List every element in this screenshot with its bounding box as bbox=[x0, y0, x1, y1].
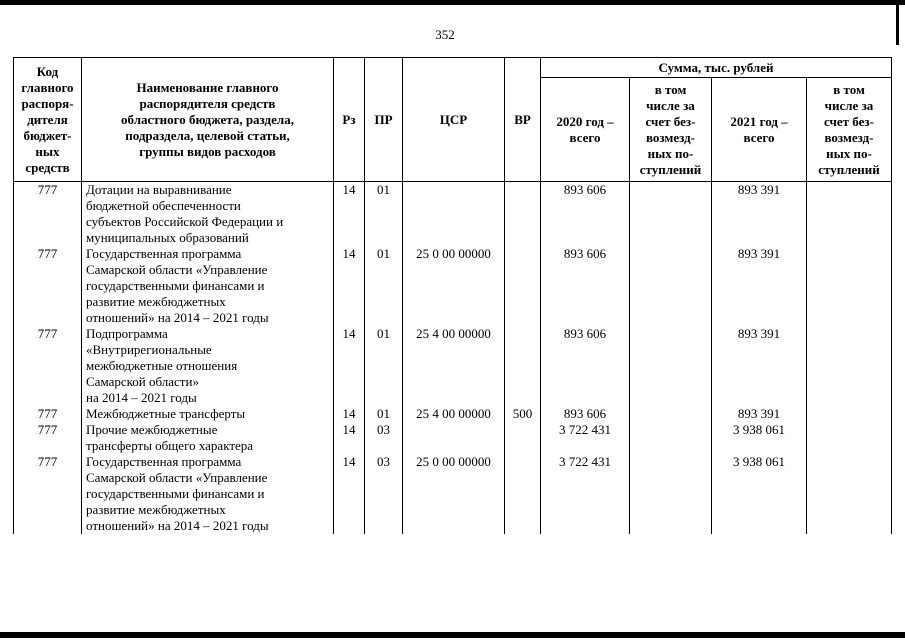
cell-2020-total: 3 722 431 bbox=[541, 454, 630, 534]
cell-name: Межбюджетные трансферты bbox=[82, 406, 334, 422]
header-rz: Рз bbox=[334, 58, 365, 182]
cell-code: 777 bbox=[14, 246, 82, 326]
cell-2020-total: 893 606 bbox=[541, 246, 630, 326]
cell-name: Прочие межбюджетные трансферты общего характера bbox=[82, 422, 334, 454]
cell-pr: 03 bbox=[365, 454, 403, 534]
top-rule bbox=[0, 0, 905, 5]
cell-2020-gratuitous bbox=[630, 326, 712, 406]
cell-pr: 01 bbox=[365, 182, 403, 247]
cell-pr: 01 bbox=[365, 406, 403, 422]
cell-name: Государственная программа Самарской области «Управление государственными финансами и развитие межбюджетных отношений» на 2014 – 2021 годы bbox=[82, 246, 334, 326]
cell-2020-total: 893 606 bbox=[541, 406, 630, 422]
cell-pr: 01 bbox=[365, 246, 403, 326]
cell-2021-gratuitous bbox=[807, 246, 892, 326]
cell-vr bbox=[505, 182, 541, 247]
header-csr: ЦСР bbox=[403, 58, 505, 182]
table-row bbox=[14, 454, 892, 534]
header-pr: ПР bbox=[365, 58, 403, 182]
cell-2021-total: 3 938 061 bbox=[712, 422, 807, 454]
cell-vr bbox=[505, 326, 541, 406]
cell-csr: 25 4 00 00000 bbox=[403, 326, 505, 406]
cell-2021-total: 893 391 bbox=[712, 182, 807, 247]
cell-rz: 14 bbox=[334, 326, 365, 406]
budget-table bbox=[13, 57, 892, 534]
cell-2021-gratuitous bbox=[807, 406, 892, 422]
cell-2021-total: 3 938 061 bbox=[712, 454, 807, 534]
table-header bbox=[14, 58, 892, 182]
cell-2021-gratuitous bbox=[807, 454, 892, 534]
header-2020-gratuitous: в том числе за счет без- возмезд- ных по- ступлений bbox=[630, 78, 712, 182]
table-row bbox=[14, 406, 892, 422]
cell-code: 777 bbox=[14, 182, 82, 247]
cell-2020-gratuitous bbox=[630, 246, 712, 326]
cell-csr: 25 4 00 00000 bbox=[403, 406, 505, 422]
cell-pr: 03 bbox=[365, 422, 403, 454]
cell-2021-total: 893 391 bbox=[712, 246, 807, 326]
cell-code: 777 bbox=[14, 422, 82, 454]
header-2021-gratuitous: в том числе за счет без- возмезд- ных по- ступлений bbox=[807, 78, 892, 182]
cell-2020-total: 3 722 431 bbox=[541, 422, 630, 454]
header-2020-total: 2020 год – всего bbox=[541, 78, 630, 182]
table-row bbox=[14, 246, 892, 326]
cell-name: Государственная программа Самарской области «Управление государственными финансами и развитие межбюджетных отношений» на 2014 – 2021 годы bbox=[82, 454, 334, 534]
cell-rz: 14 bbox=[334, 406, 365, 422]
cell-rz: 14 bbox=[334, 246, 365, 326]
cell-2021-gratuitous bbox=[807, 422, 892, 454]
table-row bbox=[14, 422, 892, 454]
cell-2020-gratuitous bbox=[630, 182, 712, 247]
cell-2021-gratuitous bbox=[807, 182, 892, 247]
cell-vr bbox=[505, 422, 541, 454]
right-edge-rule bbox=[896, 0, 899, 45]
cell-code: 777 bbox=[14, 406, 82, 422]
header-code: Код главного распоря- дителя бюджет- ных средств bbox=[14, 58, 82, 182]
cell-vr bbox=[505, 246, 541, 326]
cell-2020-total: 893 606 bbox=[541, 326, 630, 406]
bottom-rule bbox=[0, 632, 905, 638]
header-2021-total: 2021 год – всего bbox=[712, 78, 807, 182]
cell-name: Подпрограмма «Внутрирегиональные межбюджетные отношения Самарской области» на 2014 – 2021 годы bbox=[82, 326, 334, 406]
cell-csr bbox=[403, 182, 505, 247]
cell-csr: 25 0 00 00000 bbox=[403, 246, 505, 326]
cell-vr: 500 bbox=[505, 406, 541, 422]
cell-csr: 25 0 00 00000 bbox=[403, 454, 505, 534]
cell-name: Дотации на выравнивание бюджетной обеспеченности субъектов Российской Федерации и муниципальных образований bbox=[82, 182, 334, 247]
table-row bbox=[14, 182, 892, 247]
page-number: 352 bbox=[435, 27, 455, 42]
cell-2020-gratuitous bbox=[630, 422, 712, 454]
table-body bbox=[14, 182, 892, 535]
cell-rz: 14 bbox=[334, 182, 365, 247]
cell-csr bbox=[403, 422, 505, 454]
cell-pr: 01 bbox=[365, 326, 403, 406]
cell-2021-total: 893 391 bbox=[712, 326, 807, 406]
cell-code: 777 bbox=[14, 326, 82, 406]
cell-2020-gratuitous bbox=[630, 454, 712, 534]
cell-rz: 14 bbox=[334, 422, 365, 454]
cell-vr bbox=[505, 454, 541, 534]
header-name: Наименование главного распорядителя средств областного бюджета, раздела, подраздела, целевой статьи, группы видов расходов bbox=[82, 58, 334, 182]
cell-2021-gratuitous bbox=[807, 326, 892, 406]
cell-code: 777 bbox=[14, 454, 82, 534]
table-row bbox=[14, 326, 892, 406]
cell-rz: 14 bbox=[334, 454, 365, 534]
header-vr: ВР bbox=[505, 58, 541, 182]
cell-2021-total: 893 391 bbox=[712, 406, 807, 422]
cell-2020-gratuitous bbox=[630, 406, 712, 422]
header-sum: Сумма, тыс. рублей bbox=[541, 58, 892, 78]
cell-2020-total: 893 606 bbox=[541, 182, 630, 247]
